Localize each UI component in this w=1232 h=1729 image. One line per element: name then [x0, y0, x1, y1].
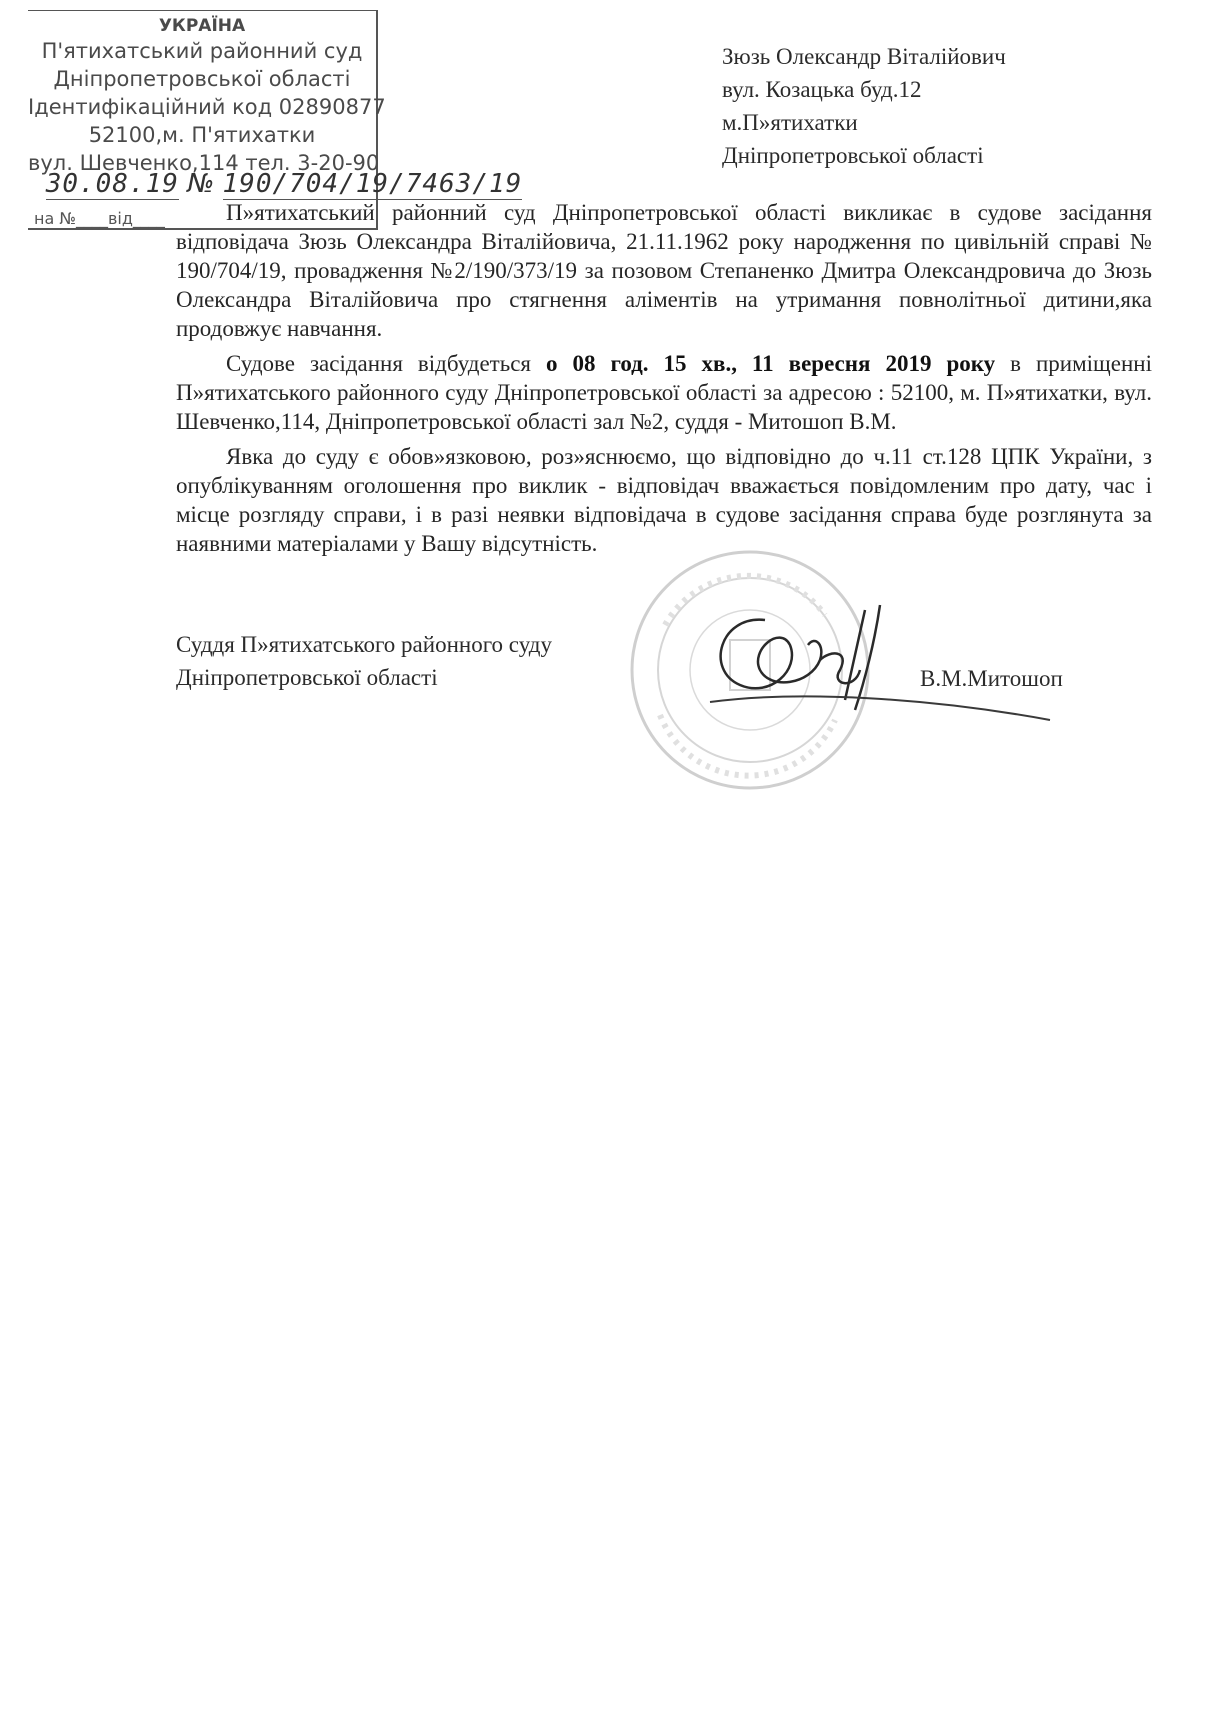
- addressee-city: м.П»ятихатки: [722, 110, 858, 135]
- stamp-date: 30.08.19: [45, 169, 179, 199]
- addressee-street: вул. Козацька буд.12: [722, 77, 922, 102]
- stamp-number: 190/704/19/7463/19: [222, 169, 523, 199]
- signature-title-line1: Суддя П»ятихатського районного суду: [176, 632, 552, 657]
- paragraph-summons: П»ятихатський районний суд Дніпропетровської області викликає в судове засідання відповідача Зюзь Олександра Віталійовича, 21.11.1962 року народження по цивільній справі № 190/704/19, провадження №2/190/373/19 за позовом Степаненко Дмитра Олександровича до Зюзь Олександра Віталійовича про стягнення аліментів на утримання повнолітньої дитини,яка продовжує навчання.: [176, 200, 1152, 341]
- stamp-id-code: Ідентифікаційний код 02890877: [28, 95, 386, 119]
- hearing-text-after: в приміщенні П»ятихатського районного суду Дніпропетровської області за адресою : 52100, м. П»ятихатки, вул. Шевченко,114, Дніпропетровської області зал №2, суддя - Митошоп В.М.: [176, 351, 1152, 434]
- stamp-region: Дніпропетровської області: [53, 67, 351, 91]
- handwritten-signature-icon: [680, 590, 1060, 740]
- hearing-datetime: о 08 год. 15 хв., 11 вересня 2019 року: [545, 351, 996, 376]
- stamp-country: УКРАЇНА: [158, 16, 246, 36]
- paragraph-hearing: [176, 349, 1152, 436]
- stamp-postal: 52100,м. П'ятихатки: [88, 123, 316, 147]
- addressee-block: [722, 40, 1006, 172]
- signature-title-line2: Дніпропетровської області: [176, 665, 438, 690]
- registration-stamp: [28, 10, 523, 230]
- stamp-street: вул. Шевченко,114 тел. 3-20-90: [28, 151, 380, 175]
- signature-title: [176, 628, 552, 694]
- addressee-region: Дніпропетровської області: [722, 143, 984, 168]
- signature-name: В.М.Митошоп: [920, 666, 1063, 691]
- stamp-court: П'ятихатський районний суд: [41, 39, 363, 63]
- paragraph-attendance: Явка до суду є обов»язковою, роз»яснюємо, що відповідно до ч.11 ст.128 ЦПК України, з опублікуванням оголошення про виклик - відповідач вважається повідомленим про дату, час і місце розгляду справи, і в разі неявки відповідача в судове засідання справа буде розглянута за наявними матеріалами у Вашу відсутність.: [176, 444, 1152, 556]
- hearing-text-before: Судове засідання відбудеться: [226, 351, 546, 376]
- stamp-number-label: №: [187, 169, 215, 199]
- letter-body: [176, 198, 1152, 564]
- addressee-name: Зюзь Олександр Віталійович: [722, 44, 1006, 69]
- stamp-ref-line: на №____від____: [34, 209, 165, 228]
